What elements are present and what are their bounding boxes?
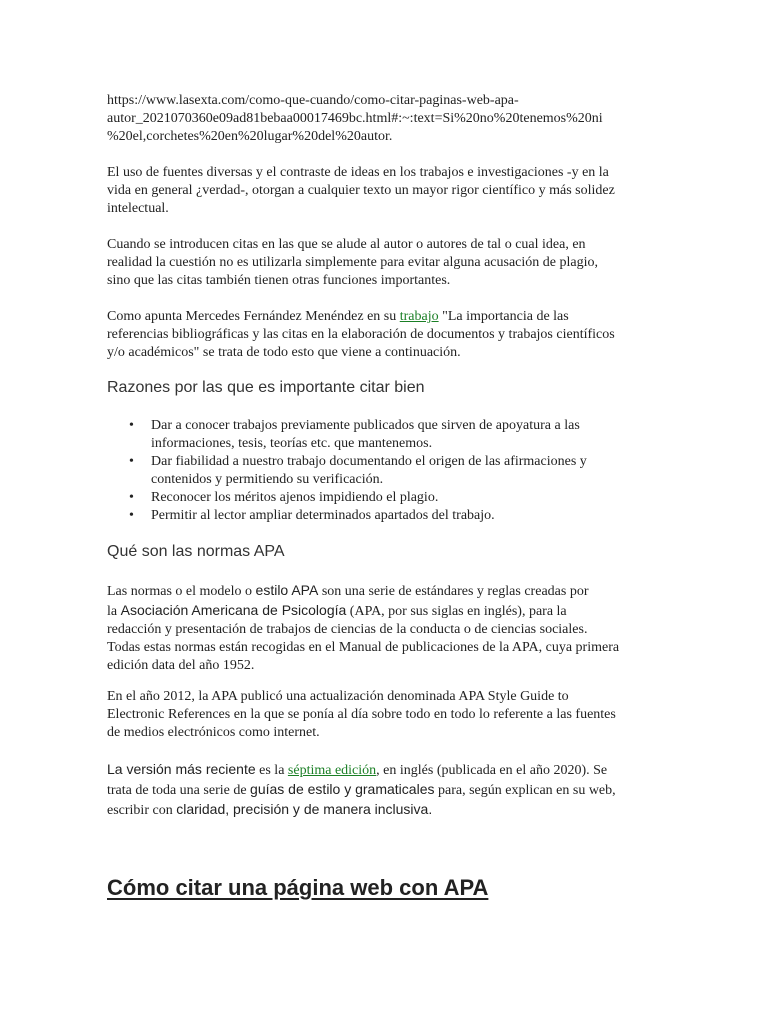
list-item: • Dar a conocer trabajos previamente publicados que sirven de apoyatura a las informaciones, tesis, teorías etc. que mantenemos. — [129, 418, 580, 451]
list-item: • Dar fiabilidad a nuestro trabajo documentando el origen de las afirmaciones y contenidos y permitiendo su verificación. — [129, 454, 587, 487]
paragraph-fuentes: El uso de fuentes diversas y el contraste de ideas en los trabajos e investigaciones -y en la vida en general ¿verdad-, otorgan a cualquier texto un mayor rigor científico y más solidez intelectual. — [107, 165, 615, 216]
list-item: • Permitir al lector ampliar determinados apartados del trabajo. — [129, 508, 495, 523]
paragraph-mercedes: Como apunta Mercedes Fernández Menéndez en su trabajo "La importancia de las referencias bibliográficas y las citas en la elaboración de documentos y trabajos científicos y/o académicos" se trata de todo esto que viene a continuación. — [107, 309, 615, 360]
bullet-icon: • — [129, 490, 134, 505]
bullet-icon: • — [129, 454, 134, 469]
heading-razones: Razones por las que es importante citar bien — [107, 379, 425, 396]
trabajo-link[interactable]: trabajo — [399, 309, 439, 324]
bullet-icon: • — [129, 508, 134, 523]
heading-como-citar: Cómo citar una página web con APA — [107, 875, 489, 900]
bullet-icon: • — [129, 418, 134, 433]
paragraph-2012: En el año 2012, la APA publicó una actualización denominada APA Style Guide to Electronic References en la que se ponía al día sobre todo en todo lo referente a las fuentes de medios electrónicos como internet. — [107, 689, 616, 740]
paragraph-normas: Las normas o el modelo o estilo APA son una serie de estándares y reglas creadas por la Asociación Americana de Psicología (APA, por sus siglas en inglés), para la redacción y presentación de trabajos de ciencias de la conducta o de ciencias sociales. Todas estas normas están recogidas en el Manual de publicaciones de la APA, cuya primera edición data del año 1952. — [107, 582, 620, 673]
source-url[interactable] — [107, 92, 667, 146]
reasons-list — [107, 417, 667, 525]
heading-normas-apa: Qué son las normas APA — [107, 543, 285, 560]
paragraph-version: La versión más reciente es la séptima edición, en inglés (publicada en el año 2020). Se trata de toda una serie de guías de estilo y gramaticales para, según explican en su web, escribir con claridad, precisión y de manera inclusiva. — [107, 761, 616, 818]
list-item: • Reconocer los méritos ajenos impidiendo el plagio. — [129, 490, 439, 505]
paragraph-citas: Cuando se introducen citas en las que se alude al autor o autores de tal o cual idea, en realidad la cuestión no es utilizarla simplemente para evitar alguna acusación de plagio, sino que las citas también tienen otras funciones importantes. — [107, 237, 598, 288]
url-line[interactable]: https://www.lasexta.com/como-que-cuando/como-citar-paginas-web-apa- — [107, 93, 519, 108]
septima-edicion-link[interactable]: séptima edición — [287, 763, 377, 778]
url-line[interactable]: autor_2021070360e09ad81bebaa00017469bc.html#:~:text=Si%20no%20tenemos%20ni — [107, 111, 603, 126]
url-line[interactable]: %20el,corchetes%20en%20lugar%20del%20autor. — [107, 129, 393, 144]
